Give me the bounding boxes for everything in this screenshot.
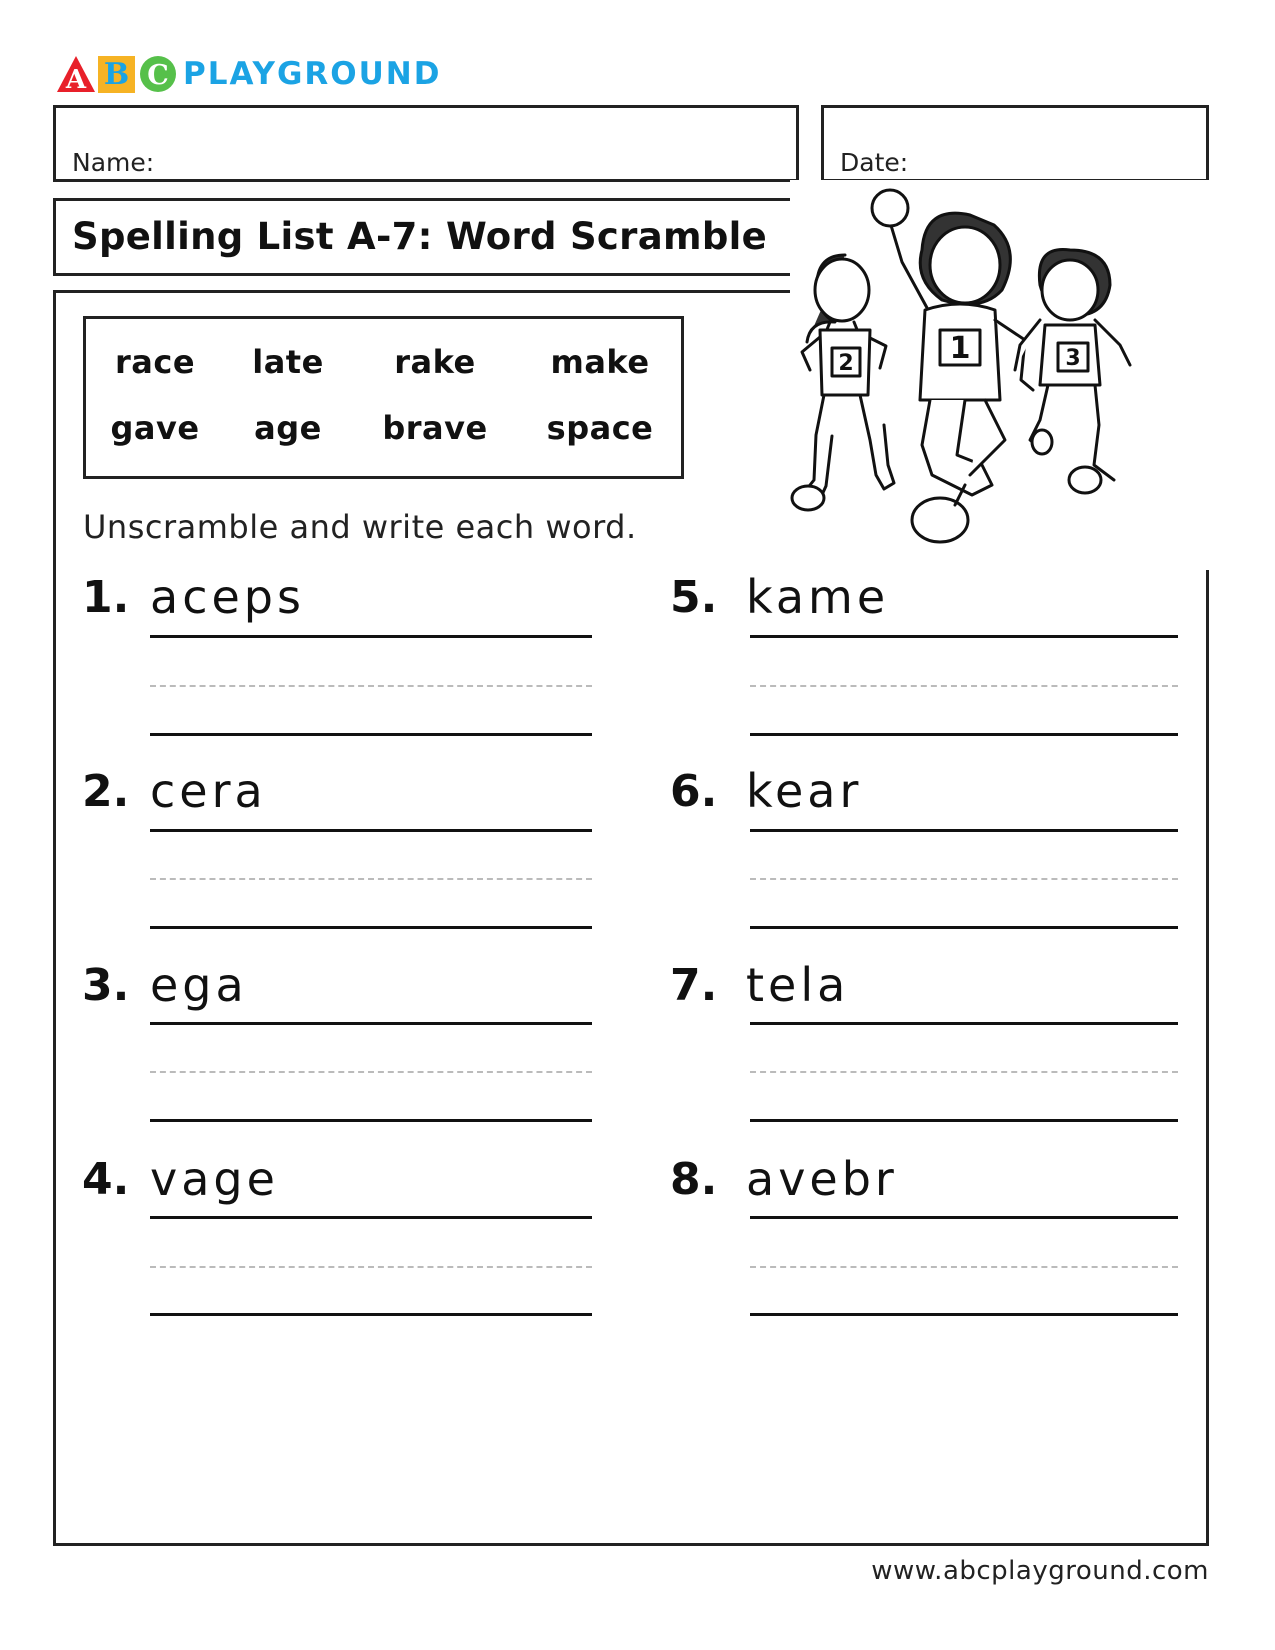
name-field[interactable] (53, 105, 799, 182)
runners-drawing (790, 180, 1210, 570)
writing-line-top (750, 1022, 1178, 1025)
word-bank-word: rake (394, 343, 476, 381)
writing-line-base[interactable] (750, 733, 1178, 736)
writing-line-top (150, 829, 592, 832)
item-number: 6. (670, 766, 718, 817)
word-bank-word: late (252, 343, 324, 381)
writing-line-base[interactable] (150, 926, 592, 929)
writing-line-mid[interactable] (150, 685, 592, 687)
writing-line-base[interactable] (150, 733, 592, 736)
logo-letter-b: B (98, 56, 135, 93)
logo-letter-c (139, 55, 177, 93)
item-number: 5. (670, 572, 718, 623)
writing-line-mid[interactable] (750, 878, 1178, 880)
word-bank-word: age (254, 409, 322, 447)
item-number: 7. (670, 960, 718, 1011)
writing-line-base[interactable] (750, 926, 1178, 929)
scrambled-word: aceps (150, 570, 305, 624)
date-field[interactable] (821, 105, 1209, 182)
writing-line-base[interactable] (150, 1313, 592, 1316)
svg-text:A: A (65, 65, 87, 93)
logo-letter-a (56, 55, 96, 93)
writing-line-top (750, 635, 1178, 638)
word-bank-word: space (546, 409, 654, 447)
writing-line-mid[interactable] (150, 1071, 592, 1073)
word-bank-word: make (550, 343, 650, 381)
logo (56, 54, 441, 94)
scrambled-word: tela (746, 958, 850, 1012)
writing-line-top (150, 1022, 592, 1025)
scrambled-word: kame (746, 570, 890, 624)
writing-line-base[interactable] (750, 1313, 1178, 1316)
writing-line-mid[interactable] (150, 1266, 592, 1268)
scrambled-word: ega (150, 958, 248, 1012)
item-number: 4. (82, 1154, 130, 1205)
scrambled-word: kear (746, 764, 863, 818)
item-number: 8. (670, 1154, 718, 1205)
writing-line-top (150, 635, 592, 638)
item-number: 2. (82, 766, 130, 817)
writing-line-top (750, 829, 1178, 832)
bib-3: 3 (1065, 346, 1081, 371)
page-title: Spelling List A-7: Word Scramble (72, 215, 767, 258)
scrambled-word: avebr (746, 1152, 898, 1206)
writing-line-mid[interactable] (750, 1071, 1178, 1073)
writing-line-top (150, 1216, 592, 1219)
footer-url[interactable]: www.abcplayground.com (871, 1556, 1209, 1586)
writing-line-base[interactable] (150, 1119, 592, 1122)
writing-line-top (750, 1216, 1178, 1219)
name-label: Name: (72, 148, 155, 177)
item-number: 3. (82, 960, 130, 1011)
writing-line-mid[interactable] (750, 685, 1178, 687)
writing-line-mid[interactable] (150, 878, 592, 880)
date-label: Date: (840, 148, 909, 177)
scrambled-word: vage (150, 1152, 279, 1206)
runners-illustration (790, 180, 1210, 570)
word-bank-word: gave (110, 409, 200, 447)
writing-line-base[interactable] (750, 1119, 1178, 1122)
logo-wordmark: PLAYGROUND (183, 56, 442, 92)
scrambled-word: cera (150, 764, 267, 818)
bib-1: 1 (949, 331, 971, 366)
word-bank (83, 316, 684, 479)
word-bank-word: brave (382, 409, 488, 447)
writing-line-mid[interactable] (750, 1266, 1178, 1268)
svg-text:C: C (147, 60, 169, 91)
bib-2: 2 (838, 351, 854, 376)
item-number: 1. (82, 572, 130, 623)
word-bank-word: race (114, 343, 196, 381)
instructions: Unscramble and write each word. (83, 508, 637, 546)
